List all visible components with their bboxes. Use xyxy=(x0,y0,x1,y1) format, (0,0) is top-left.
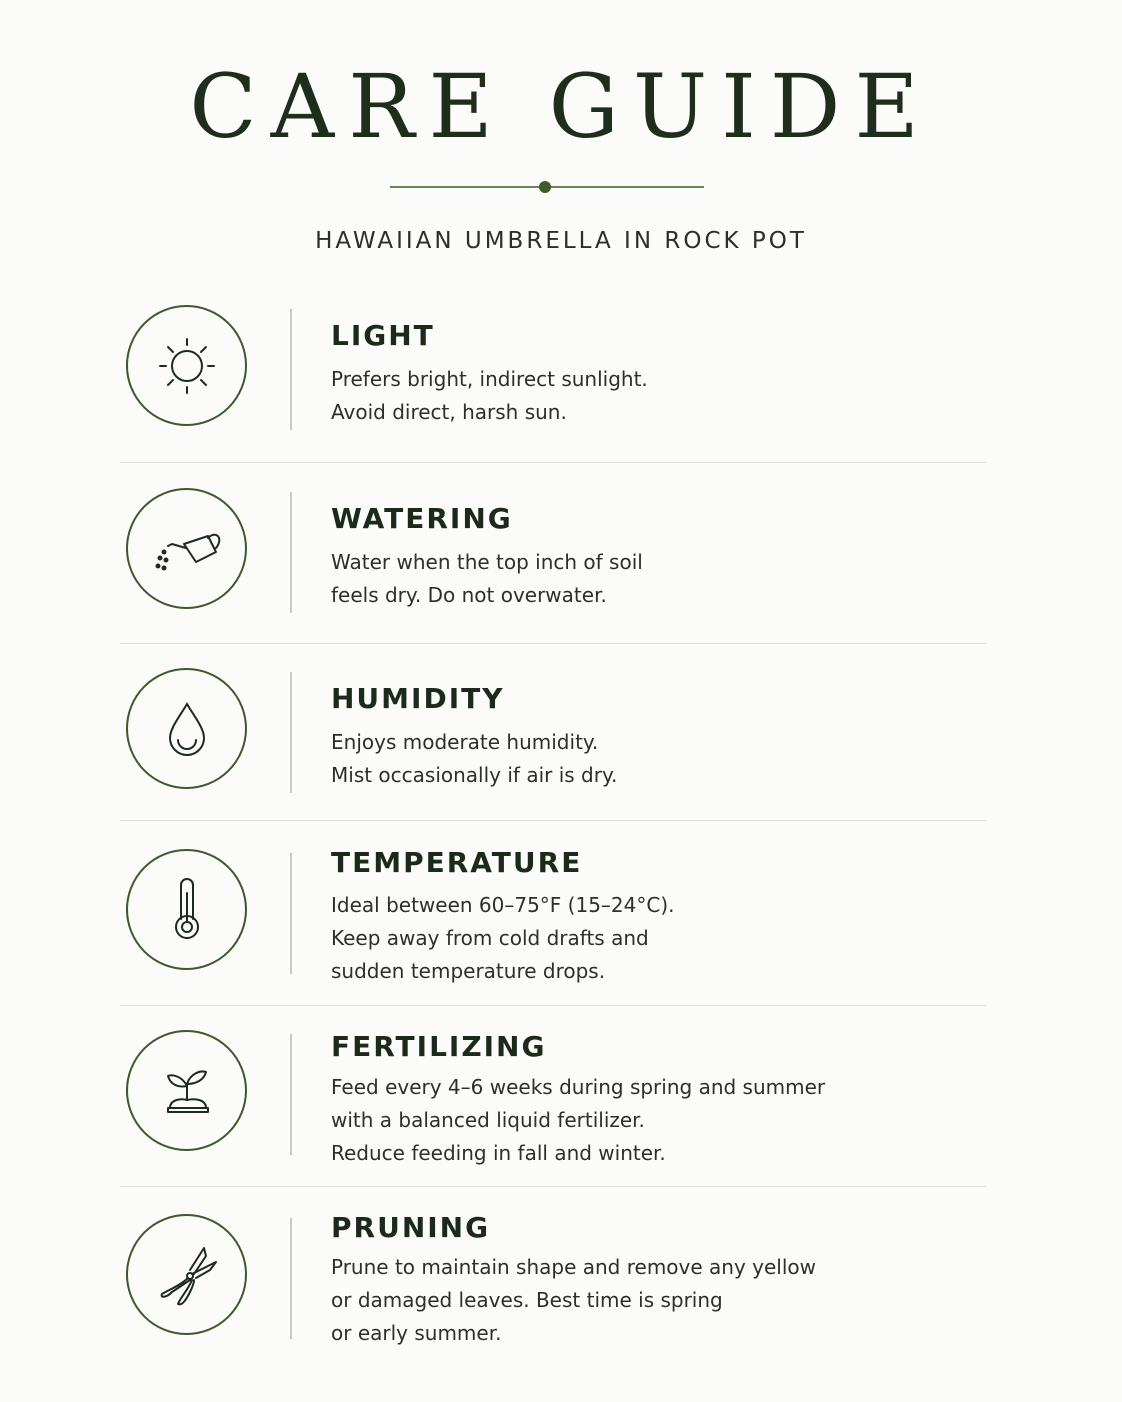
section-divider-vertical xyxy=(290,1218,292,1339)
section-heading: WATERING xyxy=(331,502,513,535)
humidity-icon-circle xyxy=(126,668,247,789)
section-body: Prefers bright, indirect sunlight. Avoid direct, harsh sun. xyxy=(331,367,648,424)
section-heading: HUMIDITY xyxy=(331,682,505,715)
watering-can-icon xyxy=(146,508,228,590)
section-separator xyxy=(120,820,986,821)
watering-icon-circle xyxy=(126,488,247,609)
section-body: Feed every 4–6 weeks during spring and summer with a balanced liquid fertilizer. Reduce feeding in fall and winter. xyxy=(331,1075,826,1165)
seedling-icon xyxy=(146,1050,228,1132)
page-subtitle: HAWAIIAN UMBRELLA IN ROCK POT xyxy=(315,228,807,254)
section-heading: LIGHT xyxy=(331,319,435,352)
section-body: Ideal between 60–75°F (15–24°C). Keep away from cold drafts and sudden temperature drops. xyxy=(331,893,675,983)
section-heading: FERTILIZING xyxy=(331,1030,547,1063)
temperature-icon-circle xyxy=(126,849,247,970)
section-body: Prune to maintain shape and remove any yellow or damaged leaves. Best time is spring or early summer. xyxy=(331,1255,817,1345)
section-divider-vertical xyxy=(290,853,292,974)
section-divider-vertical xyxy=(290,1034,292,1155)
section-separator xyxy=(120,462,986,463)
sun-icon xyxy=(146,325,228,407)
page-title: CARE GUIDE xyxy=(189,55,933,158)
section-heading: PRUNING xyxy=(331,1211,491,1244)
pruning-icon-circle xyxy=(126,1214,247,1335)
thermometer-icon xyxy=(146,869,228,951)
section-separator xyxy=(120,1005,986,1006)
fertilizing-icon-circle xyxy=(126,1030,247,1151)
light-icon-circle xyxy=(126,305,247,426)
section-separator xyxy=(120,643,986,644)
section-body: Enjoys moderate humidity. Mist occasionally if air is dry. xyxy=(331,730,618,787)
section-separator xyxy=(120,1186,986,1187)
section-divider-vertical xyxy=(290,309,292,430)
section-body: Water when the top inch of soil feels dry. Do not overwater. xyxy=(331,550,643,607)
section-divider-vertical xyxy=(290,672,292,793)
section-heading: TEMPERATURE xyxy=(331,846,583,879)
title-divider xyxy=(390,179,704,195)
water-drop-icon xyxy=(146,688,228,770)
pruning-shears-icon xyxy=(146,1234,228,1316)
section-divider-vertical xyxy=(290,492,292,613)
